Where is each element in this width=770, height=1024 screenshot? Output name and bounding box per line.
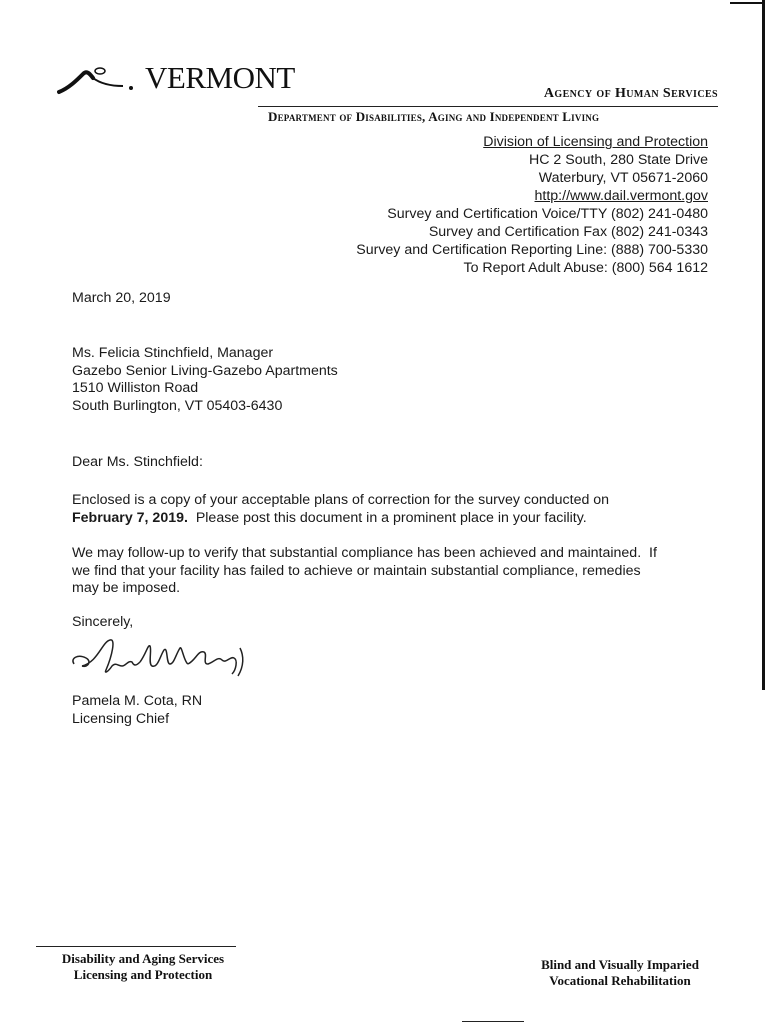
footer-right-line: Vocational Rehabilitation	[549, 973, 691, 988]
footer-left-line: Licensing and Protection	[73, 967, 213, 982]
recipient-address	[72, 345, 338, 415]
paragraph-text: Please post this document in a prominent place in your facility.	[187, 509, 587, 526]
footer-left	[48, 951, 238, 983]
footer-left-line: Disability and Aging Services	[61, 951, 225, 966]
paragraph-line: we find that your facility has failed to achieve or maintain substantial compliance, remedies	[72, 562, 641, 579]
contact-block	[356, 133, 708, 277]
reporting-line: Survey and Certification Reporting Line: (888) 700-5330	[356, 242, 708, 258]
division-name: Division of Licensing and Protection	[483, 134, 708, 150]
department-name: Department of Disabilities, Aging and Independent Living	[268, 109, 600, 124]
survey-date: February 7, 2019.	[72, 509, 188, 526]
paragraph-line	[72, 510, 609, 528]
agency-name: Agency of Human Services	[543, 86, 718, 101]
fax-line: Survey and Certification Fax (802) 241-0343	[428, 224, 708, 240]
paragraph-line: We may follow-up to verify that substantial compliance has been achieved and maintained. If	[72, 545, 657, 561]
logo-wordmark: VERMONT	[145, 60, 295, 95]
letter-date: March 20, 2019	[72, 290, 171, 306]
signer-block	[72, 693, 202, 728]
recipient-line: Gazebo Senior Living-Gazebo Apartments	[72, 362, 338, 379]
signer-name: Pamela M. Cota, RN	[72, 693, 203, 709]
signer-title: Licensing Chief	[72, 710, 170, 727]
salutation: Dear Ms. Stinchfield:	[72, 454, 203, 470]
header-rule	[258, 106, 718, 107]
voice-line: Survey and Certification Voice/TTY (802) 241-0480	[387, 206, 708, 222]
mountain-swoosh-icon	[57, 62, 137, 98]
vermont-logo	[57, 60, 297, 100]
scan-edge-line	[762, 0, 765, 690]
closing: Sincerely,	[72, 614, 134, 630]
scan-edge-corner	[730, 2, 764, 4]
footer-right-line: Blind and Visually Imparied	[541, 957, 699, 972]
recipient-line: 1510 Williston Road	[72, 380, 199, 396]
bottom-mark	[462, 1021, 524, 1022]
abuse-line: To Report Adult Abuse: (800) 564 1612	[463, 260, 708, 276]
address-line-2: Waterbury, VT 05671-2060	[538, 170, 708, 186]
paragraph-line: Enclosed is a copy of your acceptable plans of correction for the survey conducted on	[72, 492, 610, 508]
handwritten-signature	[68, 636, 248, 686]
footer-right	[520, 957, 720, 989]
address-line-1: HC 2 South, 280 State Drive	[528, 152, 708, 168]
paragraph-line: may be imposed.	[72, 580, 181, 596]
recipient-line: Ms. Felicia Stinchfield, Manager	[72, 345, 274, 361]
recipient-line: South Burlington, VT 05403-6430	[72, 397, 283, 414]
footer-rule	[36, 946, 236, 947]
paragraph-1	[72, 492, 609, 527]
paragraph-2	[72, 545, 657, 598]
website-link[interactable]: http://www.dail.vermont.gov	[534, 188, 708, 204]
